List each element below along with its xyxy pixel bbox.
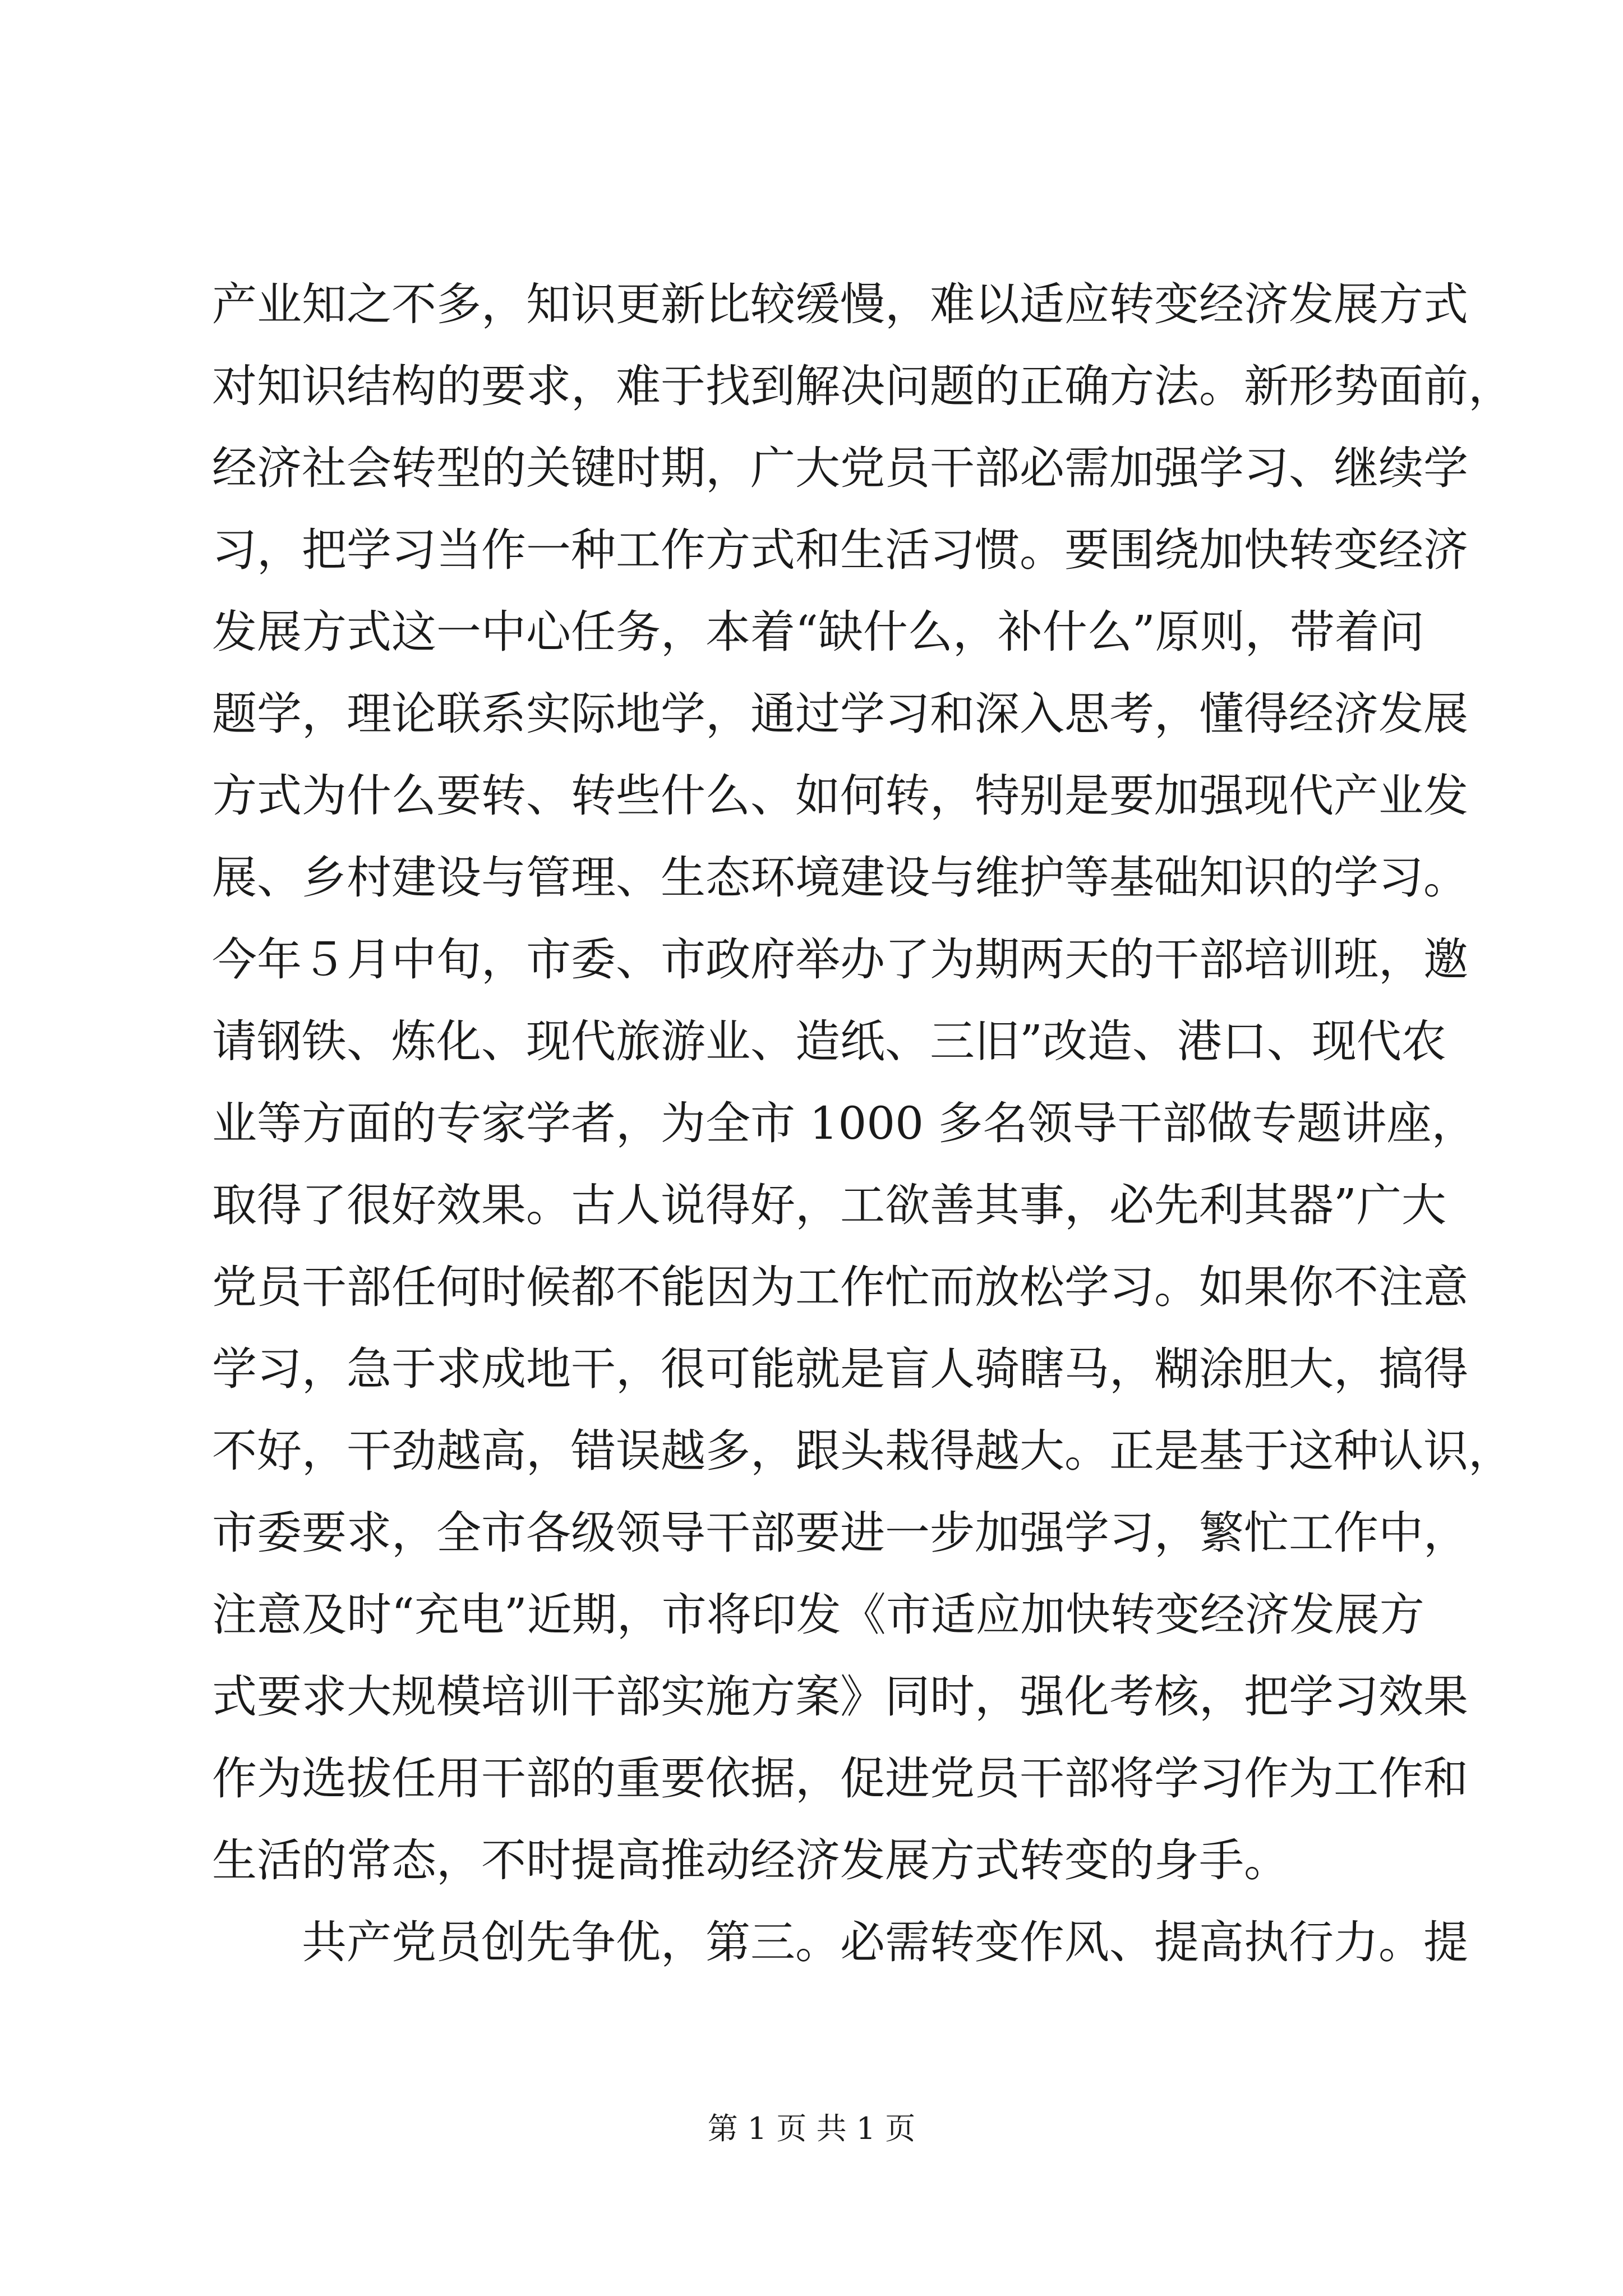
text-line: 注意及时“充电”近期，市将印发《市适应加快转变经济发展方: [212, 1589, 1424, 1641]
text-line: 习，把学习当作一种工作方式和生活习惯。要围绕加快转变经济: [212, 524, 1468, 576]
text-line: 式要求大规模培训干部实施方案》同时，强化考核，把学习效果: [212, 1671, 1468, 1723]
text-line: 业等方面的专家学者，为全市 1000 多名领导干部做专题讲座，: [212, 1097, 1477, 1149]
text-line: 题学，理论联系实际地学，通过学习和深入思考，懂得经济发展: [212, 688, 1468, 740]
text-line-last: 生活的常态，不时提高推动经济发展方式转变的身手。: [212, 1834, 1289, 1887]
text-line: 方式为什么要转、转些什么、如何转，特别是要加强现代产业发: [212, 770, 1468, 822]
text-line: 学习，急于求成地干，很可能就是盲人骑瞎马，糊涂胆大，搞得: [212, 1343, 1468, 1395]
text-line: 展、乡村建设与管理、生态环境建设与维护等基础知识的学习。: [212, 852, 1468, 904]
text-line: 党员干部任何时候都不能因为工作忙而放松学习。如果你不注意: [212, 1261, 1468, 1313]
paragraph-1: [212, 264, 1513, 1902]
text-line: 对知识结构的要求，难于找到解决问题的正确方法。新形势面前，: [212, 360, 1513, 412]
text-line: 作为选拔任用干部的重要依据，促进党员干部将学习作为工作和: [212, 1752, 1468, 1805]
text-line: 发展方式这一中心任务，本着“缺什么，补什么”原则，带着问: [212, 606, 1424, 658]
text-line: 市委要求，全市各级领导干部要进一步加强学习，繁忙工作中，: [212, 1507, 1468, 1559]
document-body: [212, 264, 1513, 1984]
text-line: 取得了很好效果。古人说得好，工欲善其事，必先利其器”广大: [212, 1179, 1446, 1231]
text-line: 不好，干劲越高，错误越多，跟头栽得越大。正是基于这种认识，: [212, 1425, 1513, 1477]
page-number-footer: 第 1 页 共 1 页: [707, 2111, 916, 2146]
text-line: 请钢铁、炼化、现代旅游业、造纸、三旧”改造、港口、现代农: [212, 1015, 1446, 1068]
text-line: 经济社会转型的关键时期，广大党员干部必需加强学习、继续学: [212, 442, 1468, 494]
text-line-indented: 共产党员创先争优，第三。必需转变作风、提高执行力。提: [302, 1916, 1468, 1968]
text-line: 今年５月中旬，市委、市政府举办了为期两天的干部培训班，邀: [212, 933, 1468, 986]
text-line: 产业知之不多，知识更新比较缓慢，难以适应转变经济发展方式: [212, 278, 1468, 330]
paragraph-2: [212, 1902, 1468, 1984]
